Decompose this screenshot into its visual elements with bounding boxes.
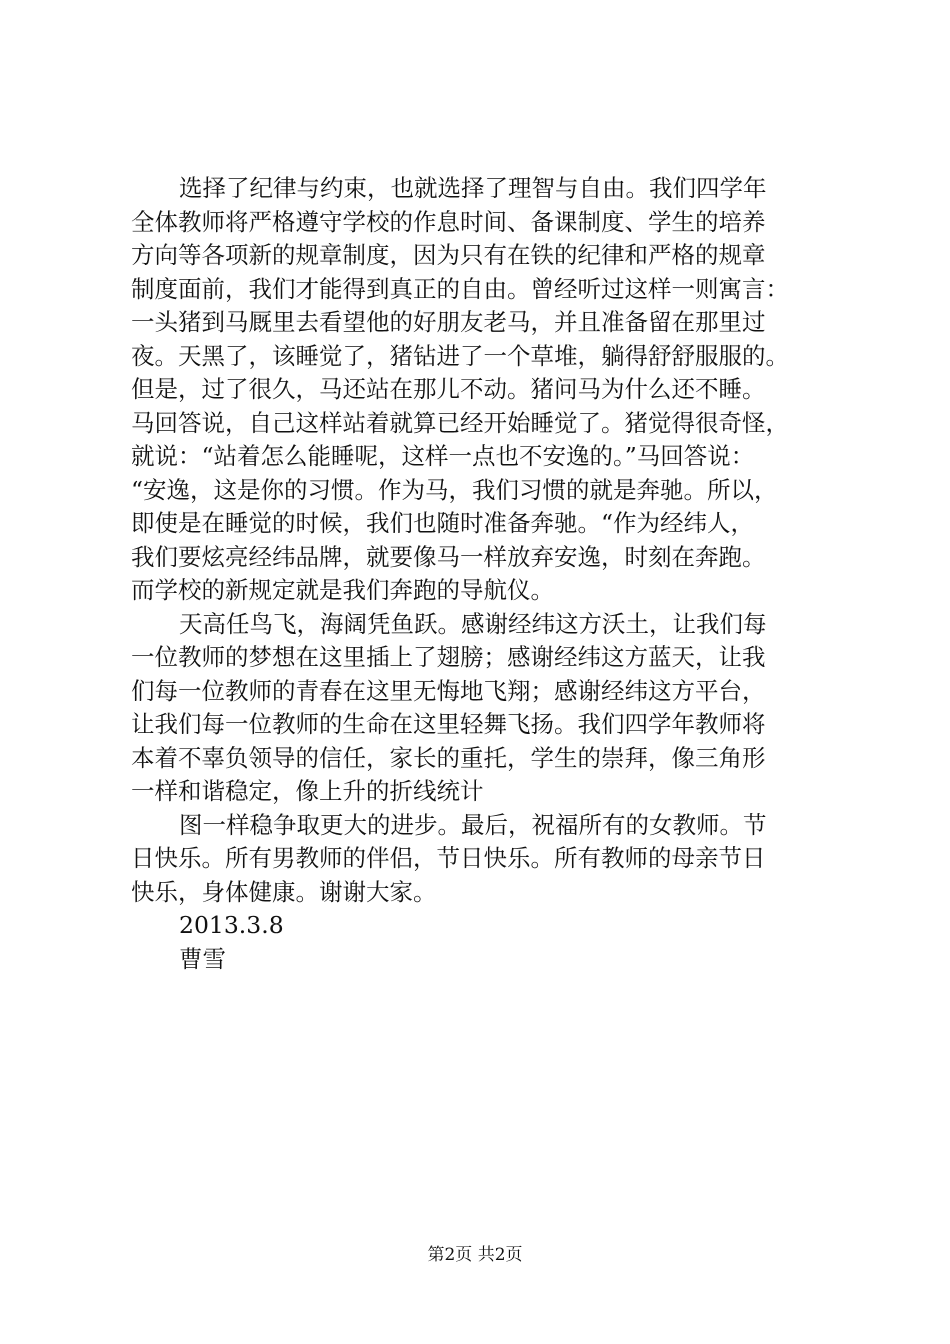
text-line: 但是，过了很久，马还站在那儿不动。猪问马为什么还不睡。	[131, 375, 766, 403]
text-line: 方向等各项新的规章制度，因为只有在铁的纪律和严格的规章	[131, 241, 766, 269]
signature-line: 曹雪	[179, 944, 226, 973]
text-line: 我们要炫亮经纬品牌，就要像马一样放弃安逸，时刻在奔跑。	[131, 542, 766, 571]
text-line: 让我们每一位教师的生命在这里轻舞飞扬。我们四学年教师将	[131, 710, 766, 738]
text-line: 一头猪到马厩里去看望他的好朋友老马，并且准备留在那里过	[131, 308, 766, 336]
paragraph-gratitude	[131, 608, 856, 809]
text-line: 就说：“站着怎么能睡呢，这样一点也不安逸的。”马回答说：	[131, 442, 755, 470]
text-line: 选择了纪律与约束，也就选择了理智与自由。我们四学年	[179, 174, 767, 202]
text-line: 日快乐。所有男教师的伴侣，节日快乐。所有教师的母亲节日	[131, 844, 766, 872]
page-footer	[0, 1244, 950, 1266]
text-line: 夜。天黑了，该睡觉了，猪钻进了一个草堆，躺得舒舒服服的。	[131, 341, 789, 370]
text-line: 本着不辜负领导的信任，家长的重托，学生的崇拜，像三角形	[131, 743, 766, 772]
body-text	[131, 172, 856, 976]
text-line: 全体教师将严格遵守学校的作息时间、备课制度、学生的培养	[131, 207, 766, 236]
text-line: 一位教师的梦想在这里插上了翅膀；感谢经纬这方蓝天，让我	[131, 643, 766, 671]
text-line: 制度面前，我们才能得到真正的自由。曾经听过这样一则寓言：	[131, 274, 789, 303]
text-line: 快乐，身体健康。谢谢大家。	[131, 877, 437, 906]
text-line: 即使是在睡觉的时候，我们也随时准备奔驰。“作为经纬人，	[131, 509, 755, 537]
text-line: “安逸，这是你的习惯。作为马，我们习惯的就是奔驰。所以，	[131, 475, 778, 504]
text-line: 天高任鸟飞，海阔凭鱼跃。感谢经纬这方沃土，让我们每	[179, 609, 767, 638]
date-block	[131, 909, 856, 943]
paragraph-closing	[131, 809, 856, 910]
page-number-label: 第2页 共2页	[427, 1245, 523, 1265]
date-line: 2013.3.8	[179, 911, 284, 939]
text-line: 们每一位教师的青春在这里无悔地飞翔；感谢经纬这方平台，	[131, 676, 766, 705]
signature-block	[131, 943, 856, 977]
text-line: 而学校的新规定就是我们奔跑的导航仪。	[131, 576, 554, 604]
text-line: 图一样稳争取更大的进步。最后，祝福所有的女教师。节	[179, 810, 767, 839]
text-line: 马回答说，自己这样站着就算已经开始睡觉了。猪觉得很奇怪，	[131, 408, 789, 437]
text-line: 一样和谐稳定，像上升的折线统计	[131, 777, 484, 805]
paragraph-discipline	[131, 172, 856, 608]
